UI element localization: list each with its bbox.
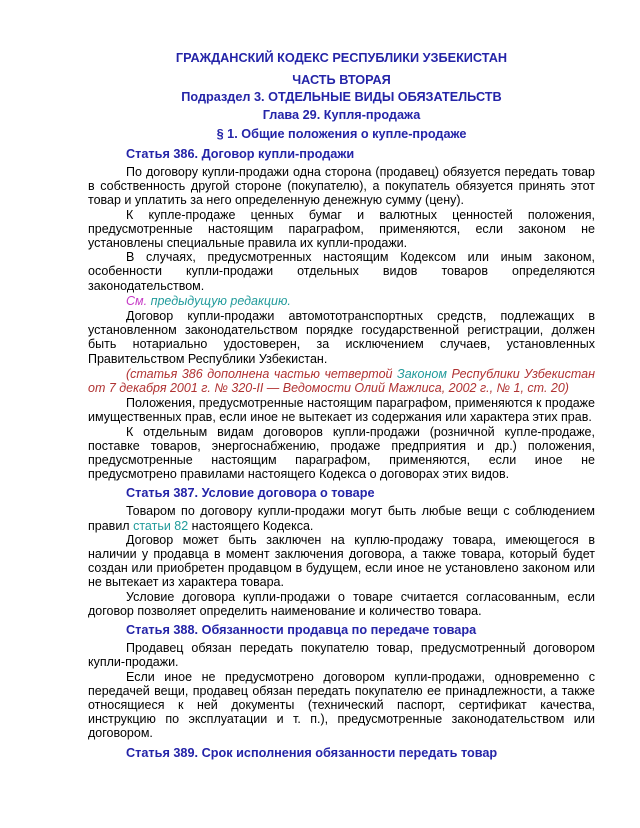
paragraph: [88, 504, 595, 532]
paragraph-text-post: настоящего Кодекса.: [191, 518, 314, 533]
paragraph: Договор может быть заключен на куплю-продажу товара, имеющегося в наличии у продавца в момент заключения договора, а также товара, который будет создан или приобретен продавцом в будущем, если иное не установлено законом или не вытекает из характера товара.: [88, 532, 595, 590]
article-387-heading: Статья 387. Условие договора о товаре: [126, 486, 375, 501]
previous-edition-link[interactable]: предыдущую редакцию.: [150, 293, 291, 308]
paragraph: К отдельным видам договоров купли-продажи (розничной купле-продаже, поставке товаров, энергоснабжению, продаже предприятия и др.) положения, предусмотренные настоящим параграфом, применяются, если иное не предусмотрено правилами настоящего Кодекса о договорах этих видов.: [88, 424, 595, 482]
doc-section-heading: § 1. Общие положения о купле-продаже: [216, 127, 467, 141]
article-389-heading: Статья 389. Срок исполнения обязанности передать товар: [126, 745, 498, 760]
article-386-heading: Статья 386. Договор купли-продажи: [126, 147, 355, 161]
paragraph-text-pre: Товаром по договору купли-продажи могут быть любые вещи с соблюдением правил: [88, 504, 595, 533]
doc-subsection-heading: Подраздел 3. ОТДЕЛЬНЫЕ ВИДЫ ОБЯЗАТЕЛЬСТВ: [181, 90, 502, 104]
amendment-text-post: Республики Узбекистан от 7 декабря 2001 г. № 320-II — Ведомости Олий Мажлиса, 2002 г., № 1, ст. 20): [88, 366, 595, 396]
amendment-note: [88, 367, 595, 395]
article-388-heading: Статья 388. Обязанности продавца по передаче товара: [126, 623, 477, 638]
paragraph: В случаях, предусмотренных настоящим Кодексом или иным законом, особенности купли-продажи отдельных видов товаров определяются законодательством.: [88, 250, 595, 293]
doc-chapter-heading: Глава 29. Купля-продажа: [262, 108, 421, 122]
see-previous-edition-note: [88, 294, 595, 308]
paragraph: К купле-продаже ценных бумаг и валютных ценностей положения, предусмотренные настоящим параграфом, применяются, если законом не установлены специальные правила их купли-продажи.: [88, 207, 595, 251]
article-82-link[interactable]: статьи 82: [133, 518, 189, 533]
paragraph: Договор купли-продажи автомототранспортных средств, подлежащих в установленном законодательством порядке государственной регистрации, должен быть нотариально удостоверен, за исключением случаев, установленных Правительством Республики Узбекистан.: [88, 309, 595, 366]
law-link[interactable]: Законом: [397, 366, 447, 381]
paragraph: Положения, предусмотренные настоящим параграфом, применяются к продаже имущественных прав, если иное не вытекает из содержания или характера этих прав.: [88, 396, 595, 425]
paragraph: По договору купли-продажи одна сторона (продавец) обязуется передать товар в собственность другой стороне (покупателю), а покупатель обязуется принять этот товар и уплатить за него определенную денежную сумму (цену).: [88, 165, 595, 208]
doc-title: ГРАЖДАНСКИЙ КОДЕКС РЕСПУБЛИКИ УЗБЕКИСТАН: [175, 51, 508, 65]
paragraph: Условие договора купли-продажи о товаре считается согласованным, если договор позволяет определить наименование и количество товара.: [88, 589, 595, 618]
paragraph: Если иное не предусмотрено договором купли-продажи, одновременно с передачей вещи, продавец обязан передать покупателю ее принадлежности, а также относящиеся к ней документы (технический паспорт, сертификат качества, инструкцию по эксплуатации и т. п.), предусмотренные законодательством или договором.: [88, 669, 595, 741]
paragraph: Продавец обязан передать покупателю товар, предусмотренный договором купли-продажи.: [88, 641, 595, 670]
amendment-text-pre: (статья 386 дополнена частью четвертой: [126, 366, 393, 381]
doc-part-heading: ЧАСТЬ ВТОРАЯ: [292, 73, 391, 87]
see-label: См.: [126, 293, 148, 308]
